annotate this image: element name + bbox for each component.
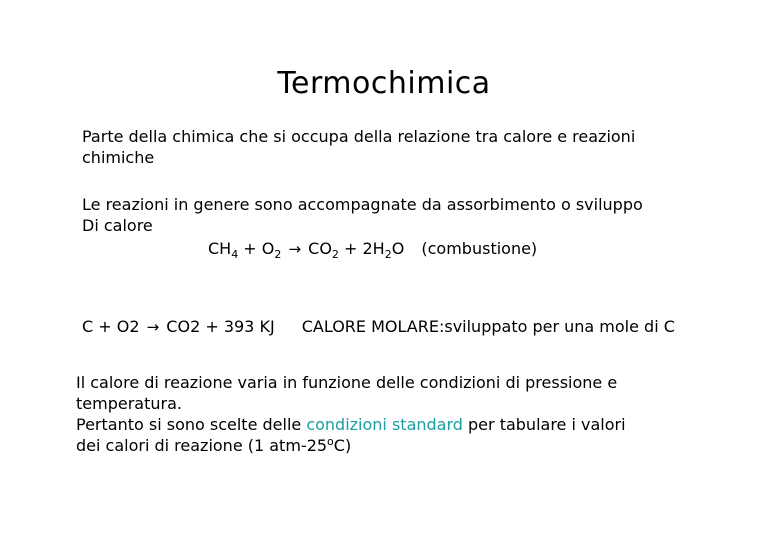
carbon-rhs: CO2 + 393 KJ bbox=[166, 317, 275, 336]
definition-line-2: chimiche bbox=[82, 148, 155, 167]
standard-conditions-highlight: condizioni standard bbox=[306, 415, 463, 434]
standard-line-2: temperatura. bbox=[76, 394, 182, 413]
reaction-arrow-icon: → bbox=[146, 318, 160, 336]
molar-heat-note: CALORE MOLARE:sviluppato per una mole di C bbox=[301, 317, 675, 336]
standard-line-3-pre: Pertanto si sono scelte delle bbox=[76, 415, 307, 434]
reaction-arrow-icon: → bbox=[288, 240, 302, 258]
carbon-lhs: C + O2 bbox=[82, 317, 140, 336]
standard-line-1: Il calore di reazione varia in funzione delle condizioni di pressione e bbox=[76, 373, 618, 392]
degree-sign: o bbox=[327, 435, 334, 448]
definition-line-1: Parte della chimica che si occupa della relazione tra calore e reazioni bbox=[82, 127, 636, 146]
co2-subscript: 2 bbox=[331, 248, 339, 261]
oxygen-subscript: 2 bbox=[274, 248, 282, 261]
water-subscript: 2 bbox=[384, 248, 392, 261]
standard-line-3-post: per tabulare i valori bbox=[462, 415, 626, 434]
oxygen-symbol: + O bbox=[238, 239, 275, 258]
standard-line-4 bbox=[76, 435, 626, 456]
carbon-equation bbox=[82, 316, 675, 338]
water-oxygen: O bbox=[391, 239, 405, 258]
reactions-line-2: Di calore bbox=[82, 216, 153, 235]
water-symbol: + 2H bbox=[338, 239, 385, 258]
standard-conditions-paragraph bbox=[76, 372, 626, 456]
definition-paragraph bbox=[82, 126, 635, 168]
co2-symbol: CO bbox=[308, 239, 332, 258]
methane-subscript: 4 bbox=[231, 248, 239, 261]
methane-symbol: CH bbox=[208, 239, 232, 258]
standard-line-4-pre: dei calori di reazione (1 atm-25 bbox=[76, 436, 328, 455]
combustion-note: (combustione) bbox=[421, 239, 538, 258]
slide-title: Termochimica bbox=[277, 66, 491, 101]
standard-line-4-post: C) bbox=[333, 436, 352, 455]
standard-line-3 bbox=[76, 414, 626, 435]
reactions-paragraph bbox=[82, 194, 643, 236]
combustion-equation bbox=[208, 238, 537, 260]
reactions-line-1: Le reazioni in genere sono accompagnate da assorbimento o sviluppo bbox=[82, 195, 643, 214]
